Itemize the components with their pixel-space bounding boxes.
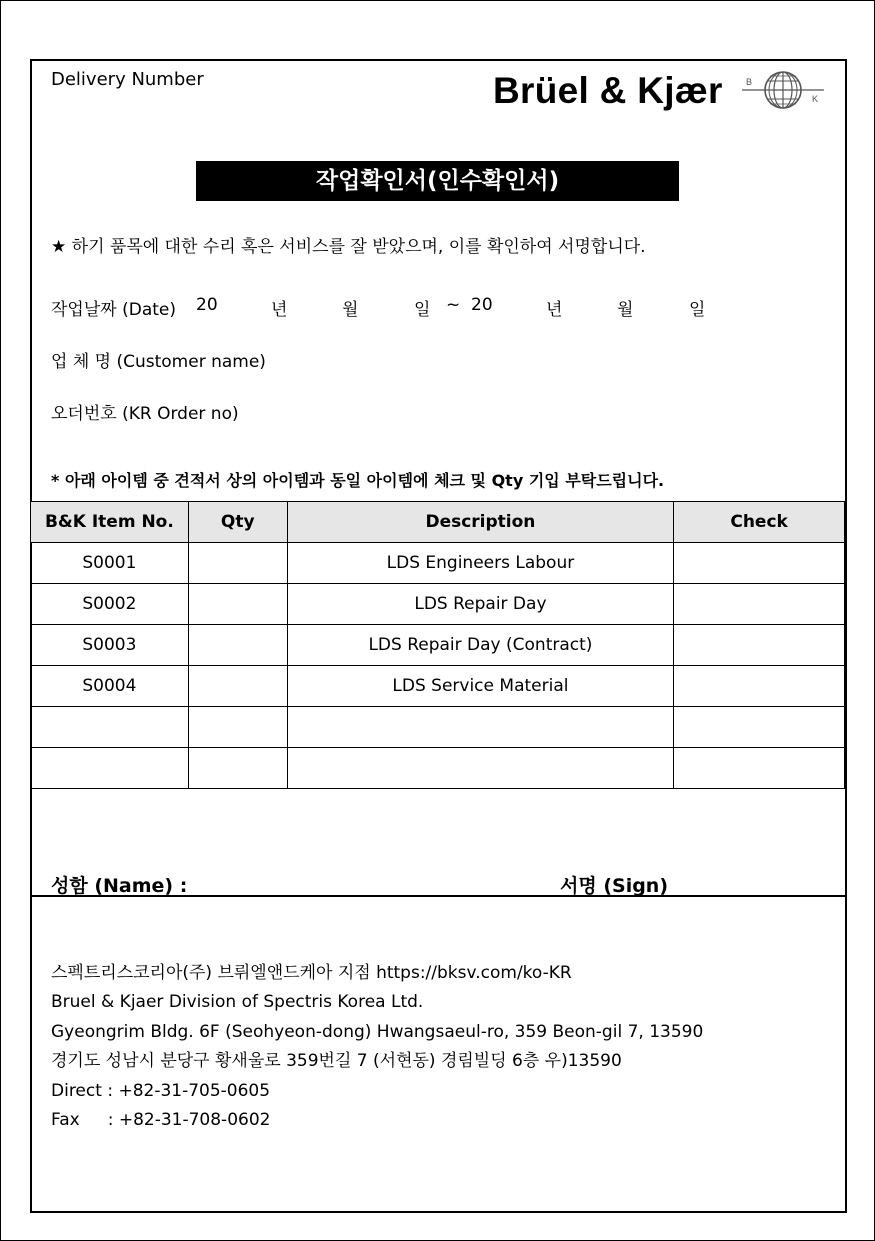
- confirmation-notice: ★ 하기 품목에 대한 수리 혹은 서비스를 잘 받았으며, 이를 확인하여 서명합니다.: [51, 237, 646, 257]
- date-end-day-unit: 일: [689, 300, 706, 320]
- date-start-day-unit: 일: [414, 300, 431, 320]
- cell-description: LDS Engineers Labour: [287, 543, 674, 584]
- cell-check[interactable]: [674, 625, 845, 666]
- footer-korean-company: 스펙트리스코리아(주) 브뤼엘앤드케아 지점 https://bksv.com/ko-KR: [51, 963, 572, 983]
- cell-qty[interactable]: [188, 666, 287, 707]
- footer-english-company: Bruel & Kjaer Division of Spectris Korea Ltd.: [51, 992, 424, 1013]
- table-row: [31, 584, 845, 625]
- table-row: [31, 748, 845, 789]
- direct-label: Direct: [51, 1080, 102, 1101]
- cell-item-no: S0002: [31, 584, 189, 625]
- fax-value: : +82-31-708-0602: [107, 1110, 271, 1131]
- date-end-year-unit: 년: [546, 300, 563, 320]
- cell-check[interactable]: [674, 748, 845, 789]
- cell-description: LDS Service Material: [287, 666, 674, 707]
- cell-qty[interactable]: [188, 543, 287, 584]
- cell-item-no: S0003: [31, 625, 189, 666]
- cell-qty[interactable]: [188, 625, 287, 666]
- table-row: [31, 707, 845, 748]
- table-row: [31, 543, 845, 584]
- cell-qty[interactable]: [188, 584, 287, 625]
- cell-description: LDS Repair Day (Contract): [287, 625, 674, 666]
- date-range-separator: ~: [446, 295, 461, 315]
- table-row: [31, 666, 845, 707]
- footer-fax-line: [51, 1106, 703, 1135]
- cell-description: LDS Repair Day: [287, 584, 674, 625]
- order-number-label: 오더번호 (KR Order no): [51, 404, 239, 424]
- bk-globe-logo-icon: [742, 70, 824, 110]
- direct-value: : +82-31-705-0605: [107, 1080, 271, 1101]
- date-start-year-prefix: 20: [196, 295, 218, 315]
- sign-label: 서명 (Sign): [560, 875, 669, 897]
- cell-description[interactable]: [287, 748, 674, 789]
- signature-divider: [30, 895, 845, 897]
- footer-korean-address: 경기도 성남시 분당구 황새울로 359번길 7 (서현동) 경림빌딩 6층 우)13590: [51, 1051, 622, 1072]
- logo-letter-b: B: [746, 77, 753, 87]
- cell-check[interactable]: [674, 543, 845, 584]
- date-end-month-unit: 월: [617, 300, 634, 320]
- delivery-number-label: Delivery Number: [51, 69, 204, 90]
- header-item-no: B&K Item No.: [31, 502, 189, 543]
- company-footer: [51, 959, 703, 1135]
- document-title: 작업확인서(인수확인서): [196, 161, 679, 201]
- cell-qty[interactable]: [188, 707, 287, 748]
- cell-item-no[interactable]: [31, 707, 189, 748]
- date-label: 작업날짜 (Date): [51, 300, 176, 320]
- logo-letter-k: K: [812, 94, 819, 104]
- cell-check[interactable]: [674, 584, 845, 625]
- brand-name: Brüel & Kjær: [493, 70, 723, 111]
- header-description: Description: [287, 502, 674, 543]
- instruction-text: * 아래 아이템 중 견적서 상의 아이템과 동일 아이템에 체크 및 Qty 기입 부탁드립니다.: [51, 471, 665, 490]
- header-check: Check: [674, 502, 845, 543]
- cell-item-no: S0004: [31, 666, 189, 707]
- footer-direct-line: [51, 1077, 703, 1106]
- date-end-year-prefix: 20: [471, 295, 493, 315]
- cell-check[interactable]: [674, 707, 845, 748]
- cell-check[interactable]: [674, 666, 845, 707]
- cell-description[interactable]: [287, 707, 674, 748]
- table-header-row: [31, 502, 845, 543]
- date-start-year-unit: 년: [271, 300, 288, 320]
- fax-label: Fax: [51, 1110, 80, 1131]
- table-row: [31, 625, 845, 666]
- footer-english-address: Gyeongrim Bldg. 6F (Seohyeon-dong) Hwangsaeul-ro, 359 Beon-gil 7, 13590: [51, 1021, 704, 1042]
- date-start-month-unit: 월: [342, 300, 359, 320]
- header-qty: Qty: [188, 502, 287, 543]
- name-label: 성함 (Name) :: [51, 875, 188, 897]
- cell-qty[interactable]: [188, 748, 287, 789]
- cell-item-no: S0001: [31, 543, 189, 584]
- customer-name-label: 업 체 명 (Customer name): [51, 352, 266, 372]
- cell-item-no[interactable]: [31, 748, 189, 789]
- items-table: [30, 501, 845, 789]
